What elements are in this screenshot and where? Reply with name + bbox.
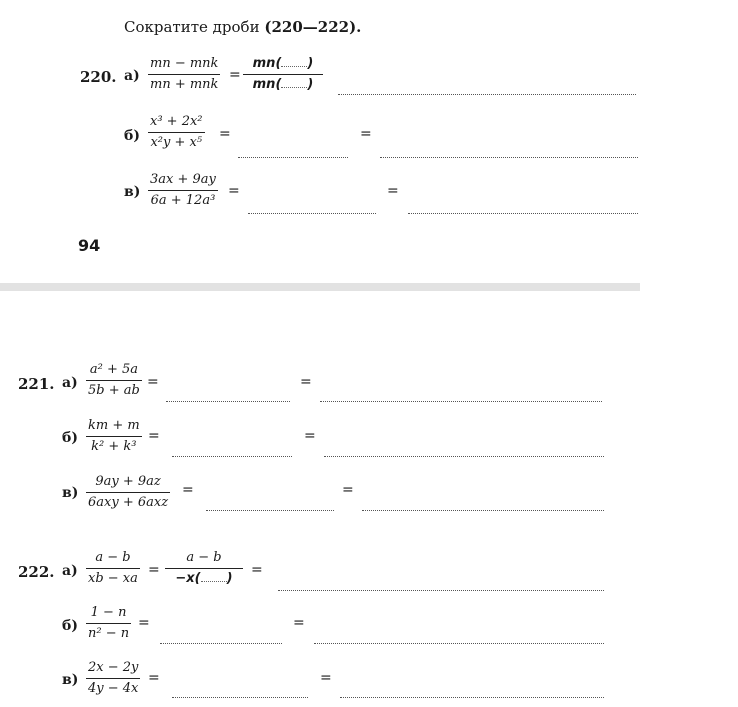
heading-range: (220—222). xyxy=(264,18,362,36)
blank-slot[interactable] xyxy=(281,87,307,88)
fraction-bar xyxy=(86,568,140,569)
numerator: a − b xyxy=(186,550,222,565)
fraction-222b xyxy=(86,605,131,642)
item-label: в) xyxy=(62,672,79,688)
denominator: xb − xa xyxy=(88,571,138,586)
item-label: а) xyxy=(124,68,140,84)
equals-sign: = xyxy=(304,428,316,444)
hint-denominator-text: −x( xyxy=(175,571,201,586)
answer-line[interactable] xyxy=(160,643,282,644)
fraction-bar xyxy=(86,380,142,381)
fraction-222a-hint xyxy=(165,550,243,587)
denominator: 5b + ab xyxy=(88,383,140,398)
equals-sign: = xyxy=(342,482,354,498)
page-divider xyxy=(0,283,640,291)
equals-sign: = xyxy=(147,374,159,390)
denominator: n² − n xyxy=(88,626,130,641)
fraction-220v xyxy=(148,172,218,209)
item-label: в) xyxy=(62,485,79,501)
fraction-bar xyxy=(148,74,220,75)
heading xyxy=(124,18,361,36)
answer-line[interactable] xyxy=(324,456,604,457)
equals-sign: = xyxy=(360,126,372,142)
answer-line[interactable] xyxy=(238,157,348,158)
numerator: x³ + 2x² xyxy=(150,114,203,129)
answer-line[interactable] xyxy=(172,697,308,698)
equals-sign: = xyxy=(182,482,194,498)
fraction-bar xyxy=(165,568,243,569)
equals-sign: = xyxy=(138,615,150,631)
denominator: 6axy + 6axz xyxy=(88,495,169,510)
denominator: x²y + x⁵ xyxy=(150,135,203,150)
hint-denominator-text: mn( xyxy=(252,77,282,92)
numerator: mn − mnk xyxy=(150,56,219,71)
fraction-221b xyxy=(86,418,142,455)
equals-sign: = xyxy=(387,183,399,199)
close-paren: ) xyxy=(226,571,233,586)
denominator: mn + mnk xyxy=(150,77,219,92)
fraction-222a xyxy=(86,550,140,587)
numerator: 2x − 2y xyxy=(88,660,139,675)
hint-numerator-text: mn( xyxy=(252,56,282,71)
item-label: б) xyxy=(62,618,78,634)
equals-sign: = xyxy=(320,670,332,686)
equals-sign: = xyxy=(148,670,160,686)
fraction-222v xyxy=(86,660,140,697)
fraction-220a xyxy=(148,56,220,93)
answer-line[interactable] xyxy=(248,213,376,214)
denominator: k² + k³ xyxy=(91,439,137,454)
fraction-220b xyxy=(148,114,205,151)
hint-numerator xyxy=(251,56,316,72)
heading-text: Сократите дроби xyxy=(124,18,260,36)
equals-sign: = xyxy=(219,126,231,142)
item-label: б) xyxy=(62,430,78,446)
answer-line[interactable] xyxy=(172,456,292,457)
numerator: a² + 5a xyxy=(89,362,138,377)
fraction-bar xyxy=(148,190,218,191)
item-label: а) xyxy=(62,563,78,579)
answer-line[interactable] xyxy=(278,590,604,591)
answer-line[interactable] xyxy=(380,157,638,158)
problem-number-220: 220. xyxy=(80,68,117,86)
numerator: 9ay + 9az xyxy=(95,474,161,489)
equals-sign: = xyxy=(251,562,263,578)
problem-number-221: 221. xyxy=(18,375,55,393)
answer-line[interactable] xyxy=(320,401,602,402)
answer-line[interactable] xyxy=(314,643,604,644)
fraction-220a-hint xyxy=(243,56,323,93)
equals-sign: = xyxy=(300,374,312,390)
denominator: 4y − 4x xyxy=(88,681,139,696)
fraction-221v xyxy=(86,474,170,511)
blank-slot[interactable] xyxy=(201,581,227,582)
fraction-bar xyxy=(86,436,142,437)
item-label: а) xyxy=(62,375,78,391)
answer-line[interactable] xyxy=(340,697,604,698)
denominator: 6a + 12a³ xyxy=(150,193,216,208)
problem-number-222: 222. xyxy=(18,563,55,581)
close-paren: ) xyxy=(307,77,314,92)
equals-sign: = xyxy=(148,428,160,444)
equals-sign: = xyxy=(228,183,240,199)
answer-line[interactable] xyxy=(408,213,638,214)
fraction-bar xyxy=(86,492,170,493)
answer-line[interactable] xyxy=(338,94,636,95)
answer-line[interactable] xyxy=(362,510,604,511)
numerator: km + m xyxy=(88,418,140,433)
answer-line[interactable] xyxy=(166,401,290,402)
answer-line[interactable] xyxy=(206,510,334,511)
fraction-bar xyxy=(86,623,131,624)
fraction-bar xyxy=(148,132,205,133)
fraction-221a xyxy=(86,362,142,399)
numerator: 3ax + 9ay xyxy=(150,172,216,187)
close-paren: ) xyxy=(307,56,314,71)
hint-denominator xyxy=(251,77,316,93)
numerator: a − b xyxy=(95,550,131,565)
item-label: в) xyxy=(124,184,141,200)
fraction-bar xyxy=(243,74,323,75)
fraction-bar xyxy=(86,678,140,679)
item-label: б) xyxy=(124,128,140,144)
equals-sign: = xyxy=(148,562,160,578)
hint-denominator xyxy=(173,571,234,587)
numerator: 1 − n xyxy=(90,605,127,620)
page-number: 94 xyxy=(78,236,101,255)
equals-sign: = xyxy=(293,615,305,631)
blank-slot[interactable] xyxy=(281,66,307,67)
equals-sign: = xyxy=(229,67,241,83)
